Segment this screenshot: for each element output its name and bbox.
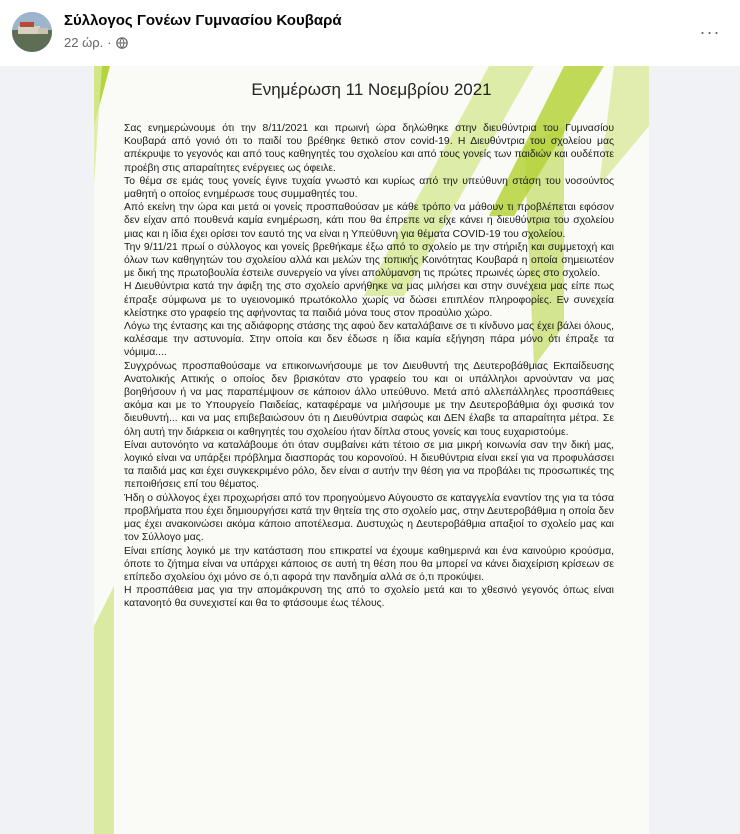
avatar[interactable]	[12, 12, 52, 52]
document-paragraph: Την 9/11/21 πρωί ο σύλλογος και γονείς βρεθήκαμε έξω από το σχολείο με την στήριξη και συμμετοχή και όλων των καθηγητών του σχολείου αλλά και μελών της τοπικής Κοινότητας Κουβαρά η οποία σημειωτέον με δική της πρωτοβουλία έστειλε συνεργείο να γίνει απολύμανση τις πρώτες πρωινές ώρες στο σχολείο.	[124, 241, 614, 280]
post-author-name[interactable]: Σύλλογος Γονέων Γυμνασίου Κουβαρά	[64, 12, 342, 29]
document-paragraph: Σας ενημερώνουμε ότι την 8/11/2021 και πρωινή ώρα δηλώθηκε στην διευθύντρια του Γυμνασίου Κουβαρά από γονιό ότι το παιδί του βρέθηκε θετικό στον covid-19. Η Διευθύντρια του σχολείου μας απέκρυψε το γεγονός και από τους καθηγητές του σχολείου και από τους γονείς των παιδιών και ουδέποτε προέβη στις απαραίτητες ενέργειες ως όφειλε.	[124, 123, 614, 174]
document-title: Ενημέρωση 11 Νοεμβρίου 2021	[251, 80, 492, 99]
meta-separator: ·	[107, 35, 112, 50]
more-options-button[interactable]: ···	[699, 21, 721, 42]
document-paragraph: Το θέμα σε εμάς τους γονείς έγινε τυχαία γνωστό και κυρίως από την υπεύθυνη στάση του νοσούντος μαθητή ο οποίος ενημέρωσε τους συμμαθητές του.	[124, 175, 614, 201]
document-paragraph: Η Διευθύντρια κατά την άφιξη της στο σχολείο αρνήθηκε να μας μιλήσει και στην συνέχεια μας είπε πως έπραξε σύμφωνα με το υγειονομικό πρωτόκολλο χωρίς να δώσει επιπλέον πληροφορίες. Εν συνεχεία κλείστηκε στο γραφείο της αφήνοντας τα παιδιά μόνα τους στον προαύλιο χώρο.	[124, 281, 614, 319]
post-image[interactable]	[0, 66, 740, 834]
post-header	[0, 0, 740, 66]
avatar-image	[12, 12, 52, 52]
globe-icon	[116, 37, 128, 49]
document-paragraph: Ήδη ο σύλλογος έχει προχωρήσει από τον προηγούμενο Αύγουστο σε καταγγελία εναντίον της για τα τόσα προβλήματα που έχει δημιουργήσει κατά την θητεία της στο σχολείο μας, στην Δευτεροβάθμια η οποία δεν μας έχει ανακοινώσει ακόμα κάποιο αποτέλεσμα. Δυστυχώς η Δευτεροβάθμια απαξιοί το σχολείο μας και τον Σύλλογο μας.	[124, 492, 614, 544]
document-paragraph: Η προσπάθεια μας για την απομάκρυνση της από το σχολείο μετά και το χθεσινό γεγονός όπως είναι κατανοητό θα συνεχιστεί και θα το φτάσουμε έως τέλους.	[124, 585, 614, 610]
post-timestamp[interactable]: 22 ώρ.	[64, 35, 104, 50]
document-paragraph: Είναι επίσης λογικό με την κατάσταση που επικρατεί να έχουμε καθημερινά και ένα καινούριο κρούσμα, όποτε το ζήτημα είναι να υπάρχει κάποιος σε αυτή τη θέση που θα μπορεί να κάνει διαχείριση κρίσεων σε επίπεδο σχολείου όχι μόνο σε ό,τι αφορά την πανδημία αλλά σε ό,τι προκύψει.	[124, 545, 614, 583]
announcement-document	[94, 66, 649, 834]
document-paragraph: Λόγω της έντασης και της αδιάφορης στάσης της αφού δεν καταλάβαινε σε τι κίνδυνο μας έχει βάλει όλους, καλέσαμε την αστυνομία. Στην οποία και δεν έδωσε η ίδια καμία εξήγηση πάρα μόνο ότι έπραξε τα νόμιμα....	[124, 321, 614, 359]
document-body	[124, 122, 614, 611]
document-paragraph: Από εκείνη την ώρα και μετά οι γονείς προσπαθούσαν με κάθε τρόπο να μάθουν τι προβλέπεται εφόσον δεν είχαν από πουθενά καμία ενημέρωση, κάτι που θα έπρεπε να είχε κάνει η διευθύντρια του σχολείου μιας και η ίδια έχει ορίσει τον εαυτό της να είναι η Υπεύθυνη για θέματα COVID-19 του σχολείου.	[124, 202, 614, 240]
post-meta	[64, 35, 128, 50]
document-paragraph: Συγχρόνως προσπαθούσαμε να επικοινωνήσουμε με τον Διευθυντή της Δευτεροβάθμιας Εκπαίδευσης Ανατολικής Αττικής ο οποίος δεν βρισκόταν στο γραφείο του και οι υπάλληλοι αρνούνταν να μας βοηθήσουν ή να μας παραπέμψουν σε κάποιον άλλο υπεύθυνο. Μετά από αλλεπάλληλες προσπάθειες ακόμα και με το Υπουργείο Παιδείας, καταφέραμε να μιλήσουμε με την Δευτεροβάθμια όχι φυσικά τον διευθυντή... και να μας επιβεβαιώσουν ότι η Διευθύντρια σαφώς και ΔΕΝ έλαβε τα απαραίτητα μέτρα. Σε όλη αυτή την διάρκεια οι καθηγητές του σχολείου ήταν δίπλα στους γονείς και τους ευχαριστούμε.	[124, 360, 614, 438]
document-paragraph: Είναι αυτονόητο να καταλάβουμε ότι όταν συμβαίνει κάτι τέτοιο σε μια μικρή κοινωνία σαν την δική μας, λογικό είναι να υπάρξει πρόβλημα διασποράς του κορονοϊού. Η διευθύντρια είναι εκεί για να προφυλάσσει τα παιδιά μας και έχει συγκεκριμένο ρόλο, δεν είναι σ αυτήν την θέση για να προβάλει τις προσωπικές της πεποιθήσεις επί του θέματος.	[124, 439, 614, 491]
